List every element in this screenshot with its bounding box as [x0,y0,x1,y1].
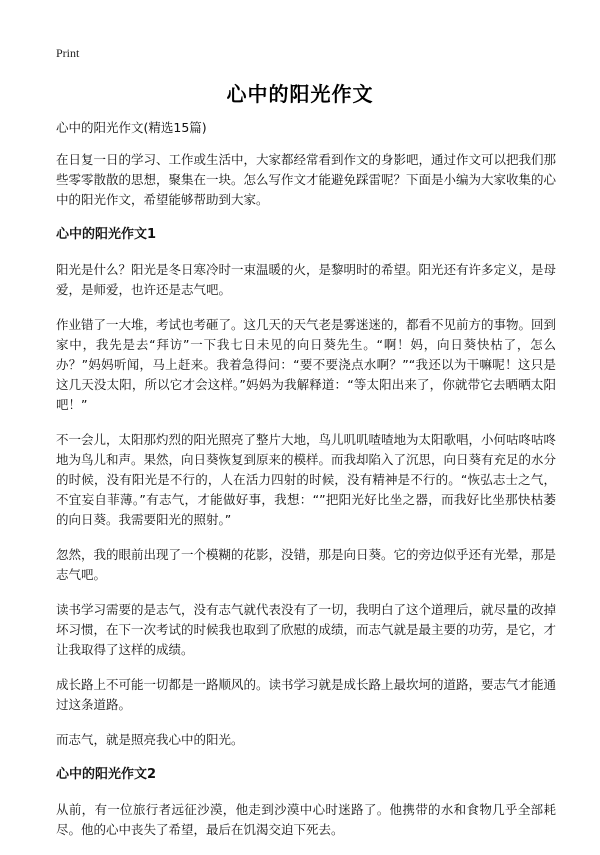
paragraph: 阳光是什么？阳光是冬日寒冷时一束温暖的火，是黎明时的希望。阳光还有许多定义，是母爱，是师爱，也许还是志气吧。 [56,262,557,297]
intro-paragraph: 在日复一日的学习、工作或生活中，大家都经常看到作文的身影吧，通过作文可以把我们那些零零散散的思想，聚集在一块。怎么写作文才能避免踩雷呢？下面是小编为大家收集的心中的阳光作文，希望能够帮助到大家。 [56,152,557,207]
paragraph: 读书学习需要的是志气，没有志气就代表没有了一切，我明白了这个道理后，就尽量的改掉坏习惯，在下一次考试的时候我也取到了欣慰的成绩，而志气就是最主要的功劳，是它，才让我取得了这样的成绩。 [56,602,557,657]
document-body [56,118,556,855]
paragraph: 成长路上不可能一切都是一路顺风的。读书学习就是成长路上最坎坷的道路，要志气才能通过这条道路。 [56,677,557,712]
section-heading: 心中的阳光作文2 [56,767,157,782]
paragraph: 不一会儿，太阳那灼烈的阳光照亮了整片大地，鸟儿叽叽喳喳地为太阳歌唱，小何咕咚咕咚地为鸟儿和声。果然，向日葵恢复到原来的模样。而我却陷入了沉思，向日葵有充足的水分的时候，没有阳光是不行的，人在活力四射的时候，没有精神是不行的。“恢弘志士之气，不宜妄自菲薄。”有志气，才能做好事，我想：“”把阳光好比坐之器，而我好比坐那快枯萎的向日葵。我需要阳光的照射。” [56,432,557,527]
essay-section-2 [56,765,556,840]
section-heading: 心中的阳光作文1 [56,227,157,242]
paragraph: 忽然，我的眼前出现了一个模糊的花影，没错，那是向日葵。它的旁边似乎还有光晕，那是志气吧。 [56,547,557,582]
essay-section-1 [56,225,556,750]
paragraph: 而志气，就是照亮我心中的阳光。 [56,732,244,747]
page-title: 心中的阳光作文 [226,82,374,106]
paragraph: 作业错了一大堆，考试也考砸了。这几天的天气老是雾迷迷的，都看不见前方的事物。回到家中，我先是去“拜访”一下我七日未见的向日葵先生。“啊！妈，向日葵快枯了，怎么办？”妈妈听闻，马上赶来。我着急得问：“要不要浇点水啊？”“我还以为干嘛呢！这只是这几天没太阳，所以它才会这样。”妈妈为我解释道：“等太阳出来了，你就带它去晒晒太阳吧！” [56,317,557,412]
print-label: Print [56,46,80,60]
document-subtitle: 心中的阳光作文(精选15篇) [56,120,207,135]
paragraph: 从前，有一位旅行者远征沙漠，他走到沙漠中心时迷路了。他携带的水和食物几乎全部耗尽。他的心中丧失了希望，最后在饥渴交迫下死去。 [56,802,556,837]
